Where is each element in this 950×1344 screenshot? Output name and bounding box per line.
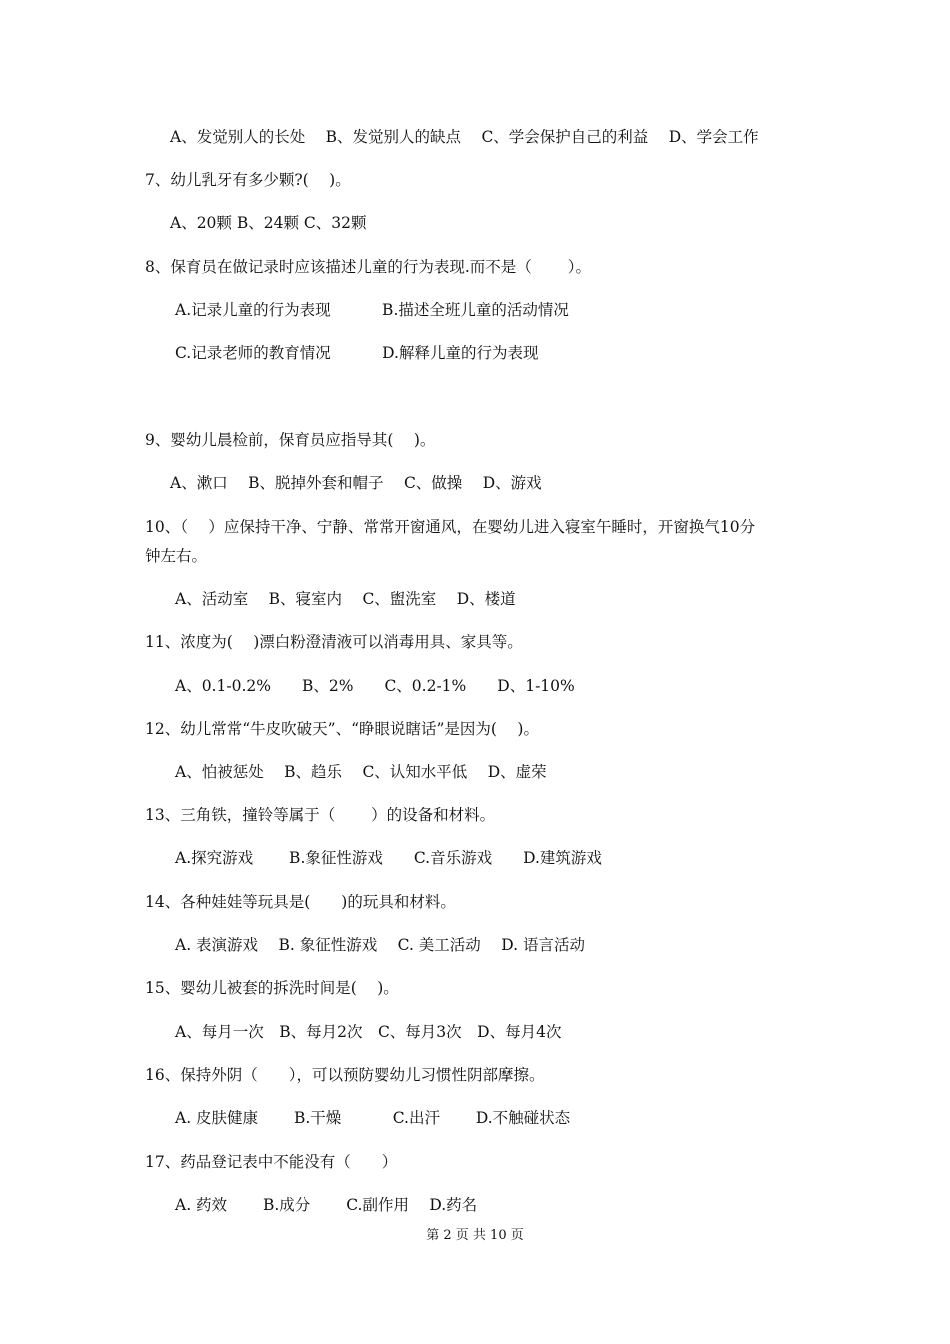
- q6-options: A、发觉别人的长处 B、发觉别人的缺点 C、学会保护自己的利益 D、学会工作: [170, 128, 759, 146]
- q11-options: A、0.1-0.2% B、2% C、0.2-1% D、1-10%: [175, 677, 575, 695]
- q14-stem: 14、各种娃娃等玩具是( )的玩具和材料。: [145, 893, 456, 911]
- q7-stem: 7、幼儿乳牙有多少颗?( )。: [145, 171, 351, 189]
- page-footer: 第 2 页 共 10 页: [426, 1228, 524, 1243]
- q14-options: A. 表演游戏 B. 象征性游戏 C. 美工活动 D. 语言活动: [175, 936, 585, 954]
- q7-options: A、20颗 B、24颗 C、32颗: [170, 214, 367, 232]
- q13-stem: 13、三角铁，撞铃等属于（ ）的设备和材料。: [145, 806, 496, 824]
- q16-stem: 16、保持外阴（ ），可以预防婴幼儿习惯性阴部摩擦。: [145, 1066, 545, 1084]
- q12-stem: 12、幼儿常常“牛皮吹破天”、“睁眼说瞎话”是因为( )。: [145, 720, 539, 738]
- q12-options: A、怕被惩处 B、趋乐 C、认知水平低 D、虚荣: [175, 763, 547, 781]
- q8-options-ab: A.记录儿童的行为表现 B.描述全班儿童的活动情况: [175, 301, 569, 319]
- q10-stem-line1: 10、（ ）应保持干净、宁静、常常开窗通风，在婴幼儿进入寝室午睡时，开窗换气10分: [145, 518, 756, 536]
- q8-stem: 8、保育员在做记录时应该描述儿童的行为表现.而不是（ ）。: [145, 258, 591, 276]
- q9-stem: 9、婴幼儿晨检前，保育员应指导其( )。: [145, 431, 436, 449]
- q17-stem: 17、药品登记表中不能没有（ ）: [145, 1153, 398, 1171]
- q17-options: A. 药效 B.成分 C.副作用 D.药名: [175, 1196, 478, 1214]
- q8-options-cd: C.记录老师的教育情况 D.解释儿童的行为表现: [175, 344, 539, 362]
- q11-stem: 11、浓度为( )漂白粉澄清液可以消毒用具、家具等。: [145, 633, 523, 651]
- q15-stem: 15、婴幼儿被套的拆洗时间是( )。: [145, 979, 399, 997]
- q15-options: A、每月一次 B、每月2次 C、每月3次 D、每月4次: [175, 1023, 562, 1041]
- q9-options: A、漱口 B、脱掉外套和帽子 C、做操 D、游戏: [170, 474, 542, 492]
- q10-options: A、活动室 B、寝室内 C、盥洗室 D、楼道: [175, 590, 516, 608]
- q16-options: A. 皮肤健康 B.干燥 C.出汗 D.不触碰状态: [175, 1109, 571, 1127]
- q13-options: A.探究游戏 B.象征性游戏 C.音乐游戏 D.建筑游戏: [175, 849, 602, 867]
- q10-stem-line2: 钟左右。: [145, 547, 208, 565]
